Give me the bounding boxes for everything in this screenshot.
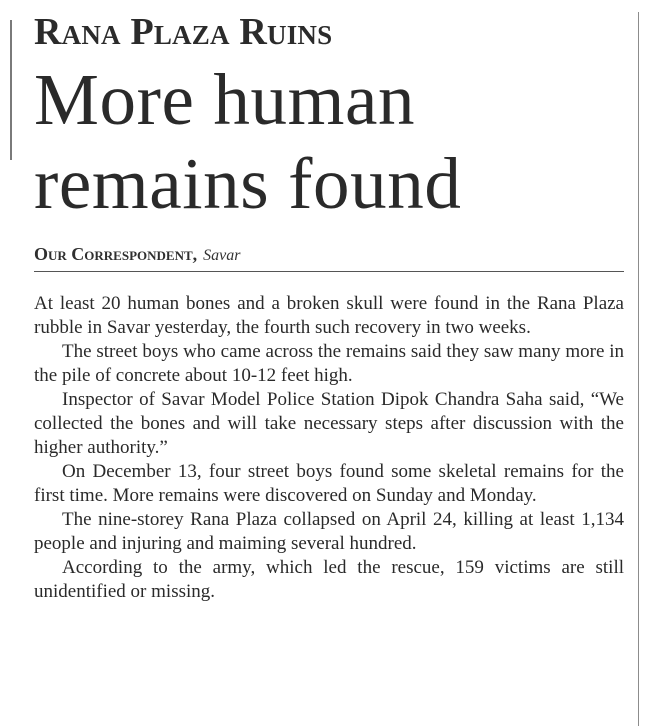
headline-line-1: More human — [34, 59, 416, 140]
paragraph: The street boys who came across the remains said they saw many more in the pile of concrete about 10-12 feet high. — [34, 341, 624, 386]
paragraph: At least 20 human bones and a broken skull were found in the Rana Plaza rubble in Savar yesterday, the fourth such recovery in two weeks. — [34, 293, 624, 338]
paragraph: The nine-storey Rana Plaza collapsed on April 24, killing at least 1,134 people and injuring and maiming several hundred. — [34, 509, 624, 554]
byline-row — [34, 244, 624, 265]
column-rule-left — [10, 20, 12, 160]
byline-divider — [34, 271, 624, 272]
paragraph: On December 13, four street boys found some skeletal remains for the first time. More remains were discovered on Sunday and Monday. — [34, 461, 624, 506]
article-kicker: Rana Plaza Ruins — [34, 11, 333, 53]
column-rule-right — [638, 12, 639, 726]
news-article — [34, 12, 624, 604]
byline-author: Our Correspondent, — [34, 244, 198, 264]
headline-line-2: remains found — [34, 143, 462, 224]
paragraph: Inspector of Savar Model Police Station Dipok Chandra Saha said, “We collected the bones and will take necessary steps after discussion with the higher authority.” — [34, 389, 624, 458]
article-headline — [34, 58, 624, 226]
paragraph: According to the army, which led the rescue, 159 victims are still unidentified or missing. — [34, 557, 624, 602]
byline-location: Savar — [203, 247, 241, 264]
article-body — [34, 292, 624, 604]
